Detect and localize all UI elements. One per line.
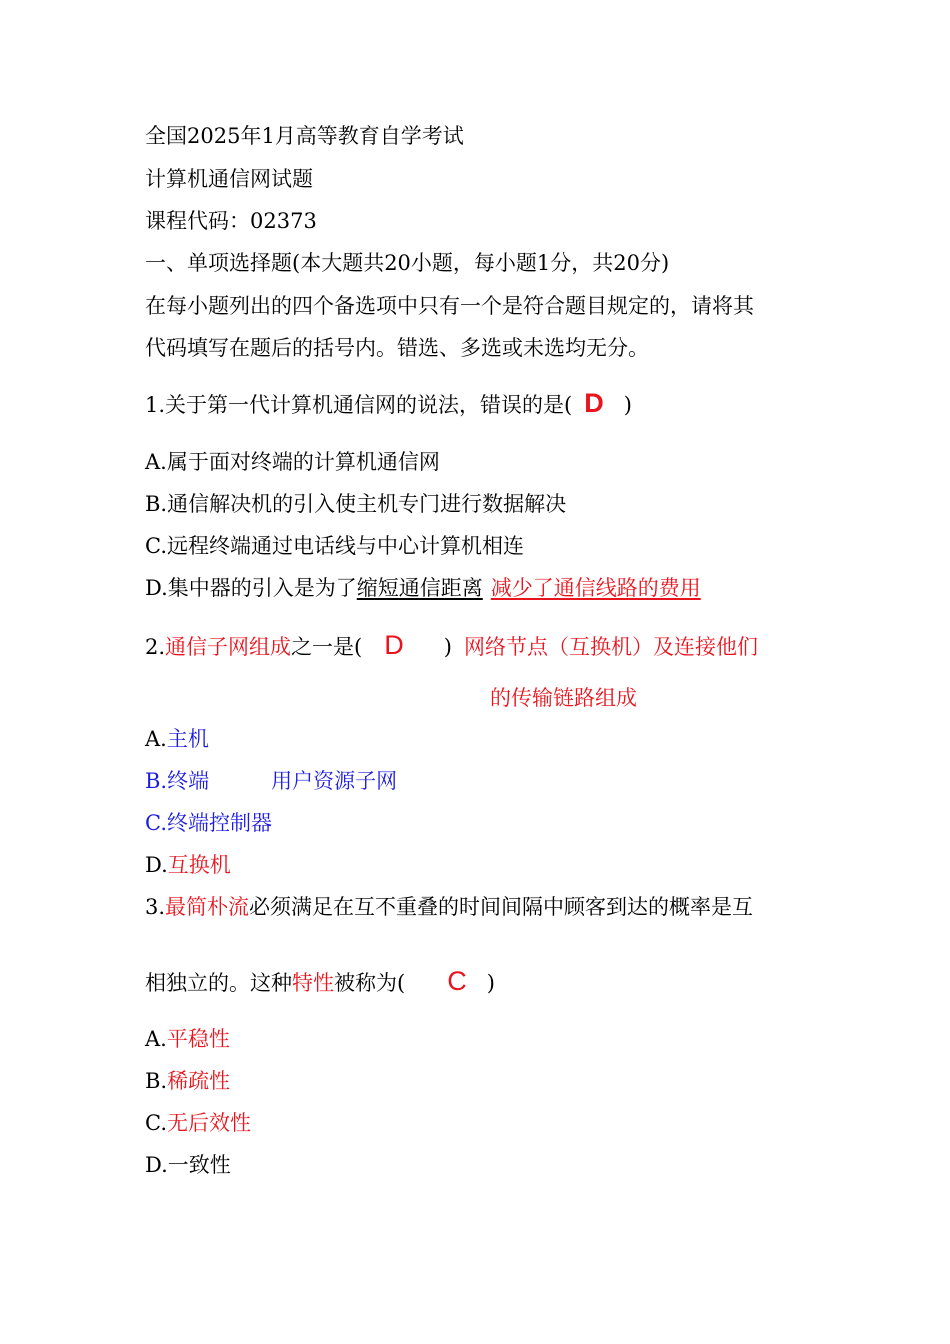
question-1-option-a: A.属于面对终端的计算机通信网 <box>145 450 440 474</box>
question-3-option-d <box>145 1152 231 1178</box>
option-text: 无后效性 <box>167 1111 251 1135</box>
option-letter: A. <box>145 1027 167 1051</box>
question-2-option-a <box>145 726 209 752</box>
question-3-option-a <box>145 1026 230 1052</box>
question-3-option-c <box>145 1110 251 1136</box>
option-letter: A. <box>145 727 167 751</box>
question-3-option-b <box>145 1068 230 1094</box>
question-3-number: 3. <box>145 895 166 919</box>
question-3-answer: C <box>447 966 467 996</box>
option-text: 一致性 <box>167 1153 231 1177</box>
question-2-note-line-1: 网络节点（互换机）及连接他们 <box>463 635 758 659</box>
question-1-option-c: C.远程终端通过电话线与中心计算机相连 <box>145 534 524 558</box>
option-letter: B. <box>145 1069 168 1093</box>
section-heading: 一、单项选择题(本大题共20小题，每小题1分，共20分) <box>145 251 670 275</box>
option-text: 平稳性 <box>166 1027 230 1051</box>
question-2-text: 之一是( <box>291 635 363 659</box>
option-letter: C. <box>145 1111 167 1135</box>
question-2-answer: D <box>384 630 404 660</box>
exam-title: 全国2025年1月高等教育自学考试 <box>145 124 464 148</box>
question-2-note-line-2: 的传输链路组成 <box>490 686 637 710</box>
question-1-option-d-underlined: 缩短通信距离 <box>356 576 483 600</box>
question-3-text-2: 相独立的。这种 <box>145 971 292 995</box>
question-1-text: 1.关于第一代计算机通信网的说法，错误的是( <box>145 393 573 417</box>
option-text: 终端控制器 <box>167 811 272 835</box>
question-3-highlight-2: 特性 <box>292 971 334 995</box>
question-1-option-d-note: 减少了通信线路的费用 <box>490 576 701 600</box>
course-code: 课程代码：02373 <box>145 209 317 233</box>
option-text: 终端 <box>167 769 210 793</box>
instruction-line-2: 代码填写在题后的括号内。错选、多选或未选均无分。 <box>145 336 649 360</box>
question-1-option-d <box>145 575 701 601</box>
option-letter: C. <box>145 811 167 835</box>
instruction-line-1: 在每小题列出的四个备选项中只有一个是符合题目规定的，请将其 <box>145 294 754 318</box>
option-letter: D. <box>145 853 168 877</box>
question-1-stem <box>145 390 632 418</box>
question-2-close-paren: ) <box>443 635 452 659</box>
question-3-close-paren: ) <box>486 971 495 995</box>
question-1-option-b: B.通信解决机的引入使主机专门进行数据解决 <box>145 492 567 516</box>
question-1-answer: D <box>584 388 604 418</box>
option-text: 稀疏性 <box>167 1069 231 1093</box>
question-3-highlight: 最简朴流 <box>165 895 250 919</box>
question-2-stem <box>145 632 758 660</box>
question-2-option-b-note: 用户资源子网 <box>271 769 398 793</box>
question-3-stem-line-2 <box>145 968 495 996</box>
question-1-close-paren: ) <box>623 393 632 417</box>
question-3-text-3: 被称为( <box>334 971 406 995</box>
question-2-highlight: 通信子网组成 <box>165 635 292 659</box>
subject-title: 计算机通信网试题 <box>145 167 313 191</box>
option-letter: B. <box>145 769 168 793</box>
option-text: 主机 <box>166 727 209 751</box>
question-3-text: 必须满足在互不重叠的时间间隔中顾客到达的概率是互 <box>249 895 754 919</box>
question-3-stem-line-1 <box>145 894 753 920</box>
option-letter: D. <box>145 1153 168 1177</box>
question-2-option-d <box>145 852 231 878</box>
question-2-option-b <box>145 768 397 794</box>
question-1-option-d-text: D.集中器的引入是为了 <box>145 576 357 600</box>
question-2-number: 2. <box>145 635 166 659</box>
option-text: 互换机 <box>167 853 231 877</box>
question-2-option-c <box>145 810 272 836</box>
